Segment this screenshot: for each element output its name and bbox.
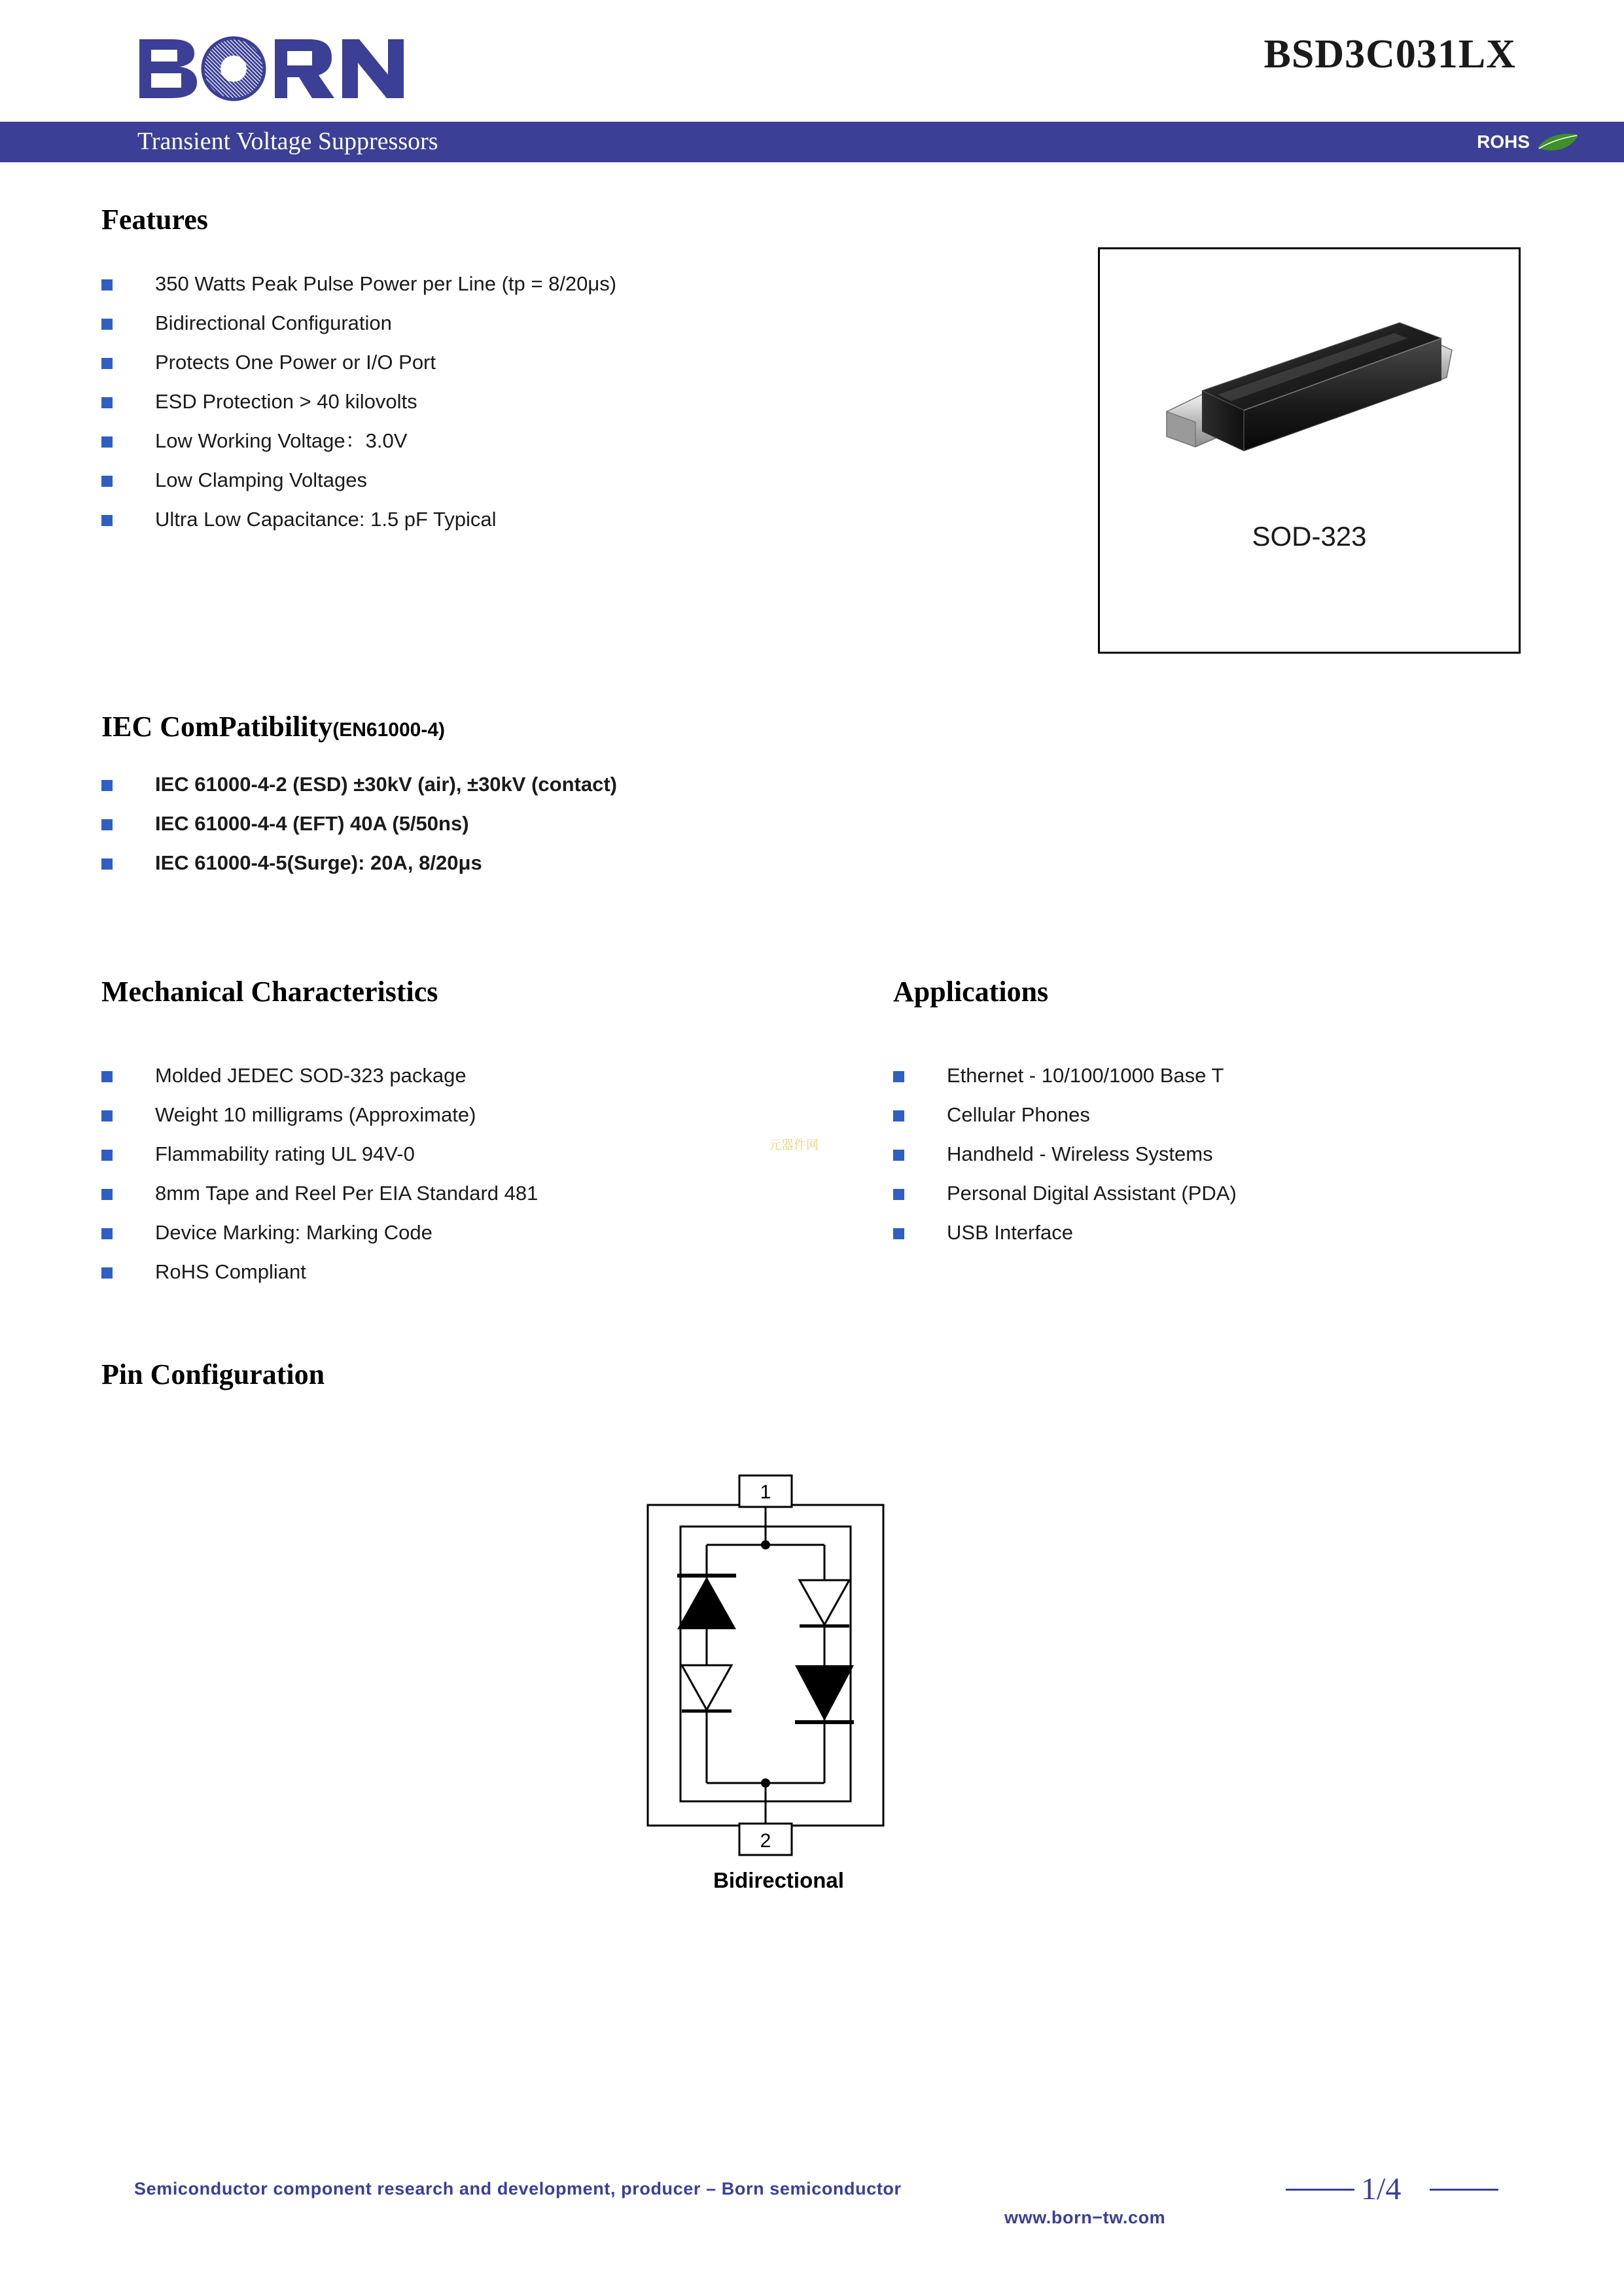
package-label: SOD-323 — [1252, 521, 1367, 552]
page-title: BSD3C031LX — [1263, 32, 1516, 77]
list-item: Low Working Voltage：3.0V — [101, 429, 919, 453]
leaf-icon — [1536, 131, 1580, 153]
list-item: 8mm Tape and Reel Per EIA Standard 481 — [101, 1181, 854, 1206]
page-footer — [0, 2172, 1624, 2270]
list-item: Device Marking: Marking Code — [101, 1220, 854, 1245]
mechanical-characteristics-list — [101, 1063, 854, 1299]
svg-text:1: 1 — [760, 1481, 771, 1503]
features-list — [101, 272, 919, 546]
svg-text:2: 2 — [760, 1830, 771, 1852]
list-item: USB Interface — [893, 1220, 1547, 1245]
footer-rule-right — [1430, 2189, 1498, 2191]
list-item: RoHS Compliant — [101, 1260, 854, 1284]
iec-title-text: IEC ComPatibility — [101, 711, 333, 743]
list-item: Weight 10 milligrams (Approximate) — [101, 1103, 854, 1127]
package-image-box — [1098, 247, 1521, 654]
iec-compatibility-title — [101, 710, 445, 743]
list-item: ESD Protection > 40 kilovolts — [101, 389, 919, 414]
page-header — [0, 0, 1624, 155]
footer-tagline: Semiconductor component research and development, producer – Born semiconductor — [134, 2179, 902, 2199]
rohs-label: ROHS — [1477, 132, 1530, 152]
list-item: Cellular Phones — [893, 1103, 1547, 1127]
iec-title-sub: (EN61000-4) — [332, 719, 445, 741]
list-item: IEC 61000-4-5(Surge): 20A, 8/20μs — [101, 851, 985, 875]
document-subtitle: Transient Voltage Suppressors — [137, 128, 438, 155]
footer-rule-left — [1286, 2189, 1354, 2191]
footer-url: www.born−tw.com — [1004, 2208, 1166, 2227]
list-item: IEC 61000-4-2 (ESD) ±30kV (air), ±30kV (contact) — [101, 772, 985, 797]
features-title: Features — [101, 203, 208, 236]
list-item: Protects One Power or I/O Port — [101, 350, 919, 375]
pin-configuration-title: Pin Configuration — [101, 1358, 325, 1390]
list-item: Flammability rating UL 94V-0 — [101, 1142, 854, 1167]
list-item: Ultra Low Capacitance: 1.5 pF Typical — [101, 507, 919, 532]
applications-list — [893, 1063, 1547, 1260]
rohs-badge — [1429, 122, 1580, 162]
bidirectional-caption: Bidirectional — [713, 1868, 844, 1892]
page-number: 1/4 — [1361, 2172, 1402, 2206]
list-item: Low Clamping Voltages — [101, 468, 919, 493]
born-logo — [134, 34, 409, 103]
mechanical-characteristics-title: Mechanical Characteristics — [101, 976, 438, 1008]
list-item: Personal Digital Assistant (PDA) — [893, 1181, 1547, 1206]
sod323-package-drawing — [1139, 282, 1479, 518]
list-item: Handheld - Wireless Systems — [893, 1142, 1547, 1167]
list-item: IEC 61000-4-4 (EFT) 40A (5/50ns) — [101, 811, 985, 836]
iec-compatibility-list — [101, 772, 985, 890]
pin-configuration-diagram — [641, 1469, 916, 1862]
list-item: Molded JEDEC SOD-323 package — [101, 1063, 854, 1088]
list-item: Ethernet - 10/100/1000 Base T — [893, 1063, 1547, 1088]
watermark-text: 元器件网 — [769, 1139, 819, 1152]
list-item: Bidirectional Configuration — [101, 311, 919, 336]
applications-title: Applications — [893, 976, 1049, 1008]
header-band — [0, 122, 1624, 162]
list-item: 350 Watts Peak Pulse Power per Line (tp = 8/20μs) — [101, 272, 919, 296]
